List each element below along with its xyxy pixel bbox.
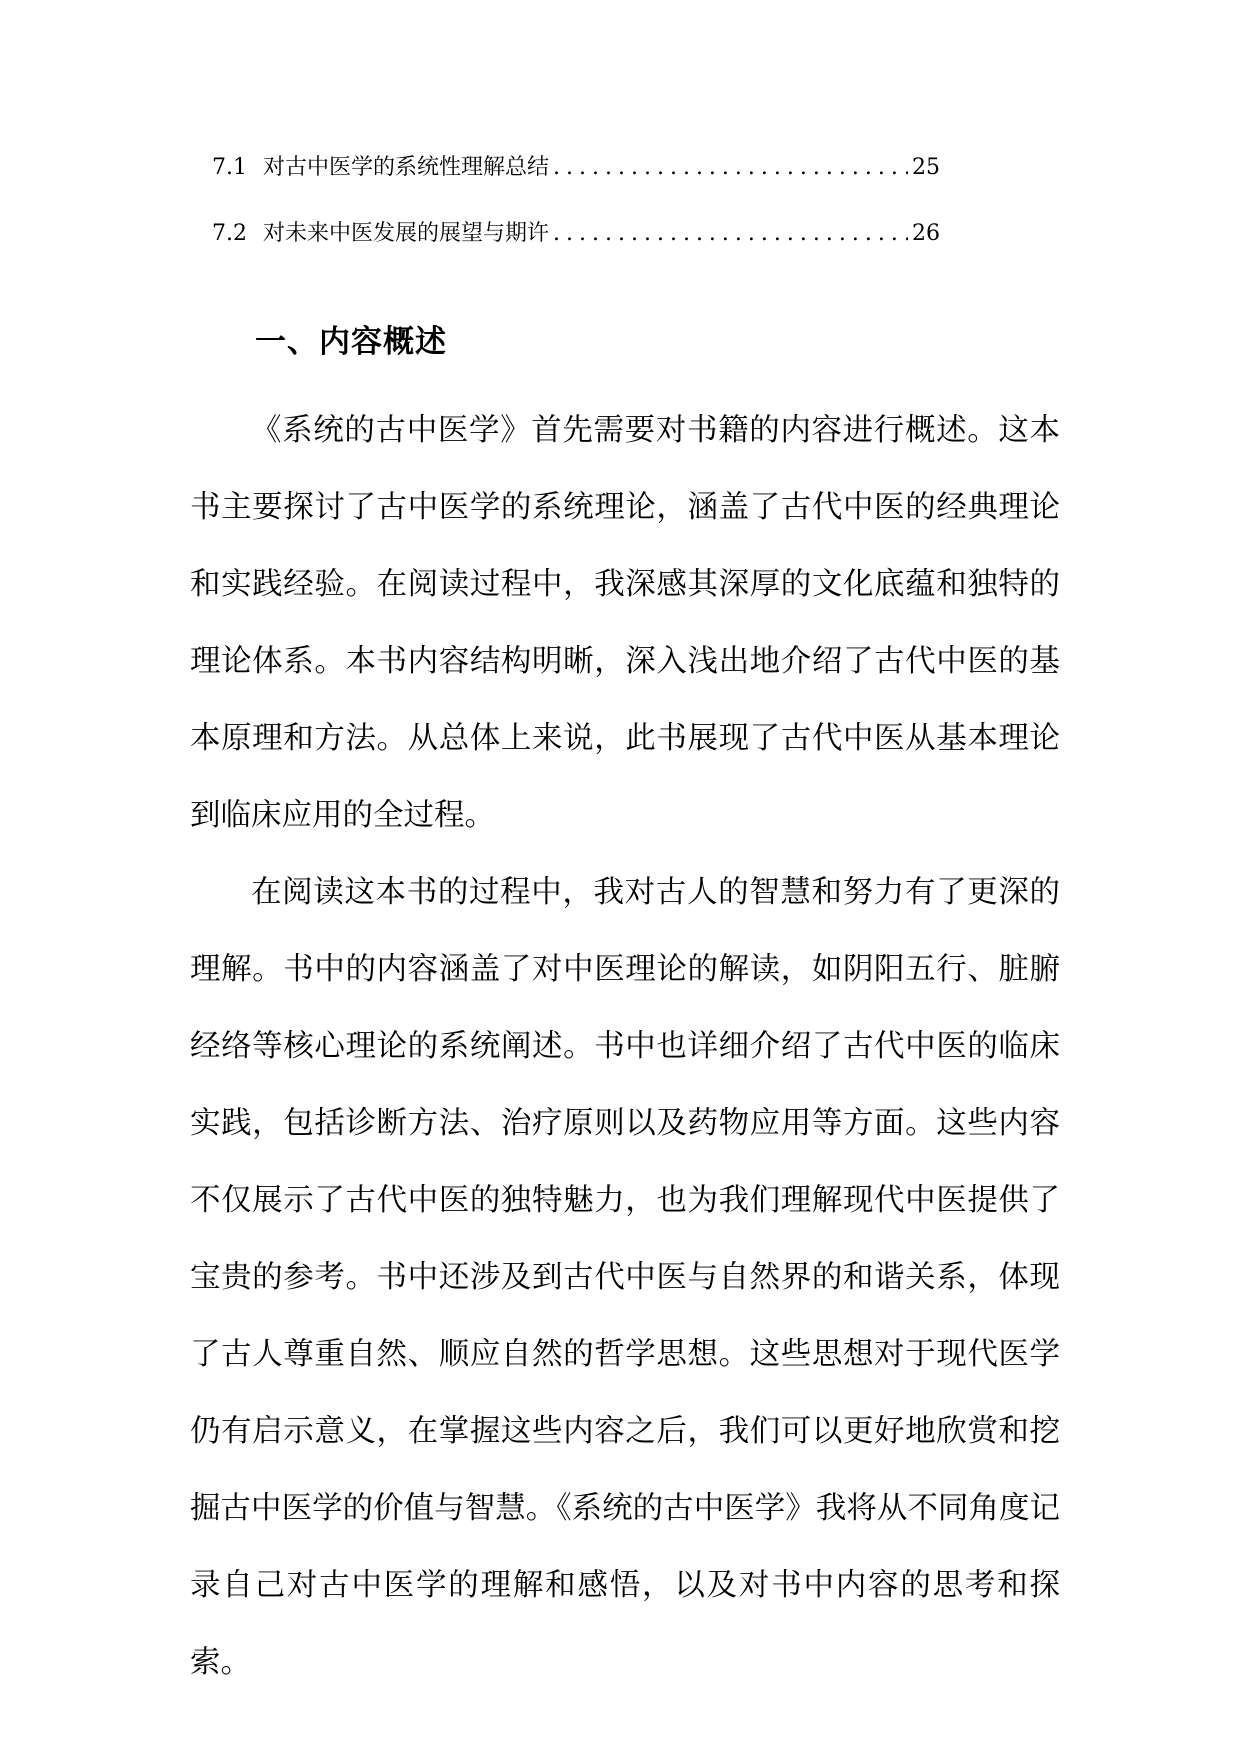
- toc-entry-page: 25: [912, 155, 940, 180]
- toc-entry-number: 7.1: [212, 155, 247, 180]
- toc-entry-page: 26: [912, 221, 940, 246]
- section-body: [190, 392, 1060, 1701]
- toc-entry-number: 7.2: [212, 221, 247, 246]
- paragraph: 《系统的古中医学》首先需要对书籍的内容进行概述。这本书主要探讨了古中医学的系统理论，涵盖了古代中医的经典理论和实践经验。在阅读过程中，我深感其深厚的文化底蕴和独特的理论体系。本书内容结构明晰，深入浅出地介绍了古代中医的基本原理和方法。从总体上来说，此书展现了古代中医从基本理论到临床应用的全过程。: [190, 413, 1060, 833]
- toc-dot-leader: [553, 221, 908, 246]
- section-heading: 一、内容概述: [255, 324, 447, 360]
- toc-entry-title: 对未来中医发展的展望与期许: [263, 221, 550, 246]
- toc-entry-7-2[interactable]: [212, 216, 940, 282]
- toc-dot-leader: [553, 155, 908, 180]
- table-of-contents: [212, 150, 940, 282]
- paragraph: 在阅读这本书的过程中，我对古人的智慧和努力有了更深的理解。书中的内容涵盖了对中医理论的解读，如阴阳五行、脏腑经络等核心理论的系统阐述。书中也详细介绍了古代中医的临床实践，包括诊断方法、治疗原则以及药物应用等方面。这些内容不仅展示了古代中医的独特魅力，也为我们理解现代中医提供了宝贵的参考。书中还涉及到古代中医与自然界的和谐关系，体现了古人尊重自然、顺应自然的哲学思想。这些思想对于现代医学仍有启示意义，在掌握这些内容之后，我们可以更好地欣赏和挖掘古中医学的价值与智慧。《系统的古中医学》我将从不同角度记录自己对古中医学的理解和感悟，以及对书中内容的思考和探索。: [190, 875, 1060, 1680]
- toc-entry-7-1[interactable]: [212, 150, 940, 216]
- toc-entry-title: 对古中医学的系统性理解总结: [263, 155, 550, 180]
